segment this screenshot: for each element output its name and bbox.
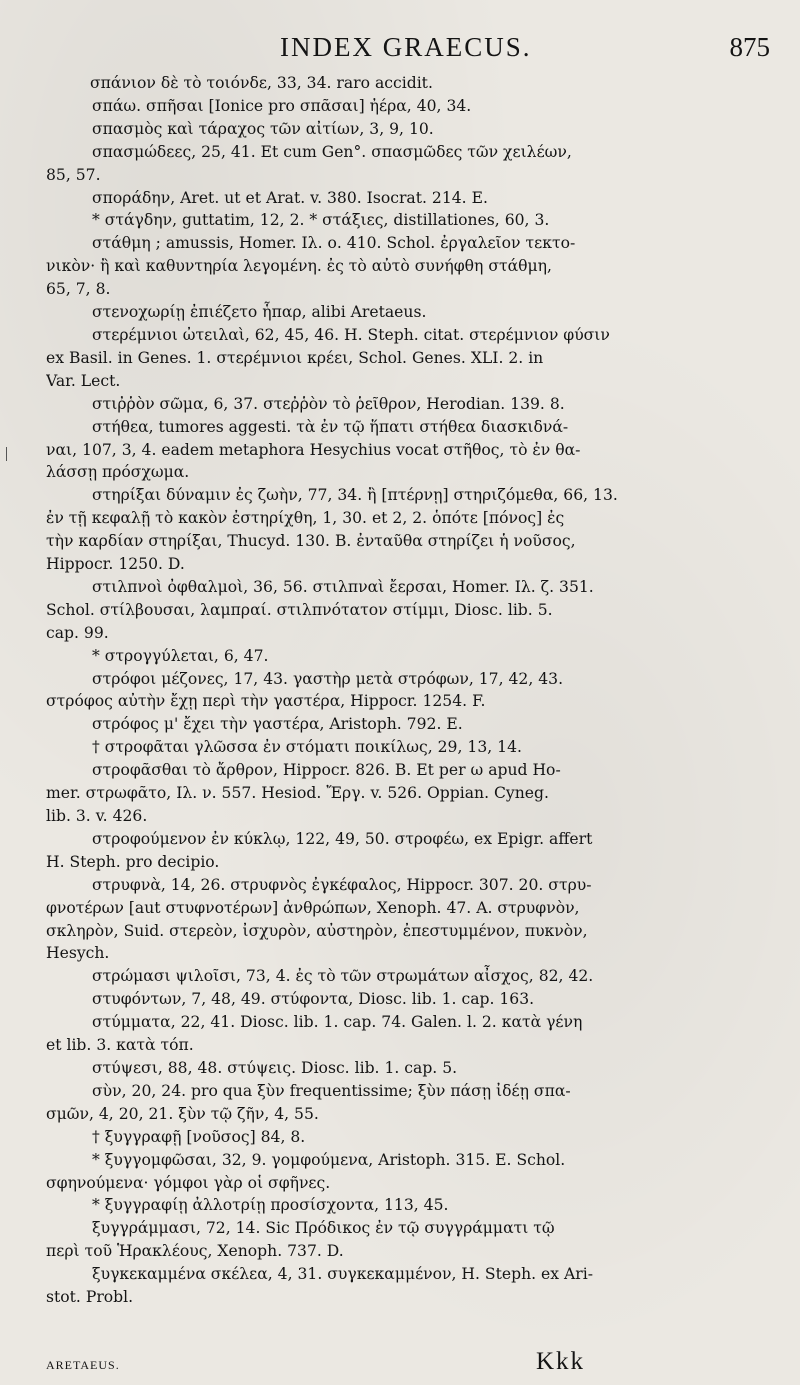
entry-line: στιλπνοὶ ὀφθαλμοὶ, 36, 56. στιλπναὶ ἔερσαι, Homer. Ιλ. ζ. 351. (92, 577, 594, 596)
entry-line: et lib. 3. κατὰ τόπ. (46, 1036, 194, 1055)
entry-line: * ξυγγραφίῃ ἀλλοτρίῃ προσίσχοντα, 113, 45. (92, 1196, 449, 1215)
entry-line: στήθεα, tumores aggesti. τὰ ἐν τῷ ἥπατι στήθεα διασκιδνά- (92, 417, 569, 436)
index-entry (46, 1217, 758, 1263)
entry-line: ναι, 107, 3, 4. eadem metaphora Hesychius vocat στῆθος, τὸ ἐν θα- (46, 440, 581, 459)
index-entry (46, 828, 758, 874)
index-entry (46, 713, 758, 736)
entry-line: στροφᾶσθαι τὸ ἄρθρον, Hippocr. 826. B. Et per ω apud Ho- (92, 761, 561, 780)
entry-line: τὴν καρδίαν στηρίξαι, Thucyd. 130. B. ἐνταῦθα στηρίζει ἡ νοῦσος, (46, 532, 576, 551)
entry-line: σπασμώδεες, 25, 41. Et cum Gen°. σπασμῶδες τῶν χειλέων, (92, 142, 572, 161)
entry-line: στιῤῥὸν σῶμα, 6, 37. στεῤῥὸν τὸ ῥεῖθρον, Herodian. 139. 8. (92, 394, 565, 413)
index-entry (46, 576, 758, 645)
index-entry (46, 1263, 758, 1309)
index-entry (46, 1126, 758, 1149)
entry-line: στυφόντων, 7, 48, 49. στύφοντα, Diosc. lib. 1. cap. 163. (92, 990, 535, 1009)
entry-line: φνοτέρων [aut στυφνοτέρων] ἀνθρώπων, Xenoph. 47. A. στρυφνὸν, (46, 898, 580, 917)
entry-line: 85, 57. (46, 165, 101, 184)
entry-line: στύψεσι, 88, 48. στύψεις. Diosc. lib. 1. cap. 5. (92, 1058, 458, 1077)
index-entry (46, 988, 758, 1011)
index-entry (46, 393, 758, 416)
entry-line: σμῶν, 4, 20, 21. ξὺν τῷ ζῆν, 4, 55. (46, 1104, 319, 1123)
index-entry (46, 324, 758, 393)
index-entry (46, 95, 758, 118)
index-entry (46, 668, 758, 714)
entry-line: περὶ τοῦ Ἡρακλέους, Xenoph. 737. D. (46, 1242, 344, 1261)
entry-line: στρώμασι ψιλοῖσι, 73, 4. ἐς τὸ τῶν στρωμάτων αἶσχος, 82, 42. (92, 967, 594, 986)
index-entry (46, 874, 758, 966)
index-entry (46, 759, 758, 828)
entry-line: Hippocr. 1250. D. (46, 555, 185, 574)
entry-line: στύμματα, 22, 41. Diosc. lib. 1. cap. 74. Galen. l. 2. κατὰ γένη (92, 1013, 583, 1032)
page-footer (46, 1348, 758, 1380)
entry-line: † στροφᾶται γλῶσσα ἐν στόματι ποικίλως, 29, 13, 14. (92, 738, 522, 757)
entry-line: ἐν τῇ κεφαλῇ τὸ κακὸν ἐστηρίχθη, 1, 30. et 2, 2. ὁπότε [πόνος] ἐς (46, 509, 565, 528)
index-entry (46, 232, 758, 301)
running-title: INDEX GRAECUS. (280, 32, 532, 62)
index-entry (46, 645, 758, 668)
entry-line: ξυγγράμμασι, 72, 14. Sic Πρόδικος ἐν τῷ συγγράμματι τῷ (92, 1219, 555, 1238)
index-entry (46, 209, 758, 232)
entry-line: * στρογγύλεται, 6, 47. (92, 646, 269, 665)
entry-line: στρόφος αὐτὴν ἔχῃ περὶ τὴν γαστέρα, Hippocr. 1254. F. (46, 692, 486, 711)
entry-line: στρυφνὰ, 14, 26. στρυφνὸς ἐγκέφαλος, Hippocr. 307. 20. στρυ- (92, 875, 592, 894)
entry-line: στηρίξαι δύναμιν ἐς ζωὴν, 77, 34. ἢ [πτέρνῃ] στηριζόμεθα, 66, 13. (92, 486, 618, 505)
entry-line: lib. 3. v. 426. (46, 807, 148, 825)
entry-line: cap. 99. (46, 623, 109, 642)
index-entry (46, 141, 758, 187)
page-header (40, 28, 770, 68)
entry-line: H. Steph. pro decipio. (46, 852, 220, 871)
entry-line: σὺν, 20, 24. pro qua ξὺν frequentissime; ξὺν πάσῃ ἰδέῃ σπα- (92, 1081, 571, 1100)
entry-line: σφηνούμενα· γόμφοι γὰρ οἱ σφῆνες. (46, 1173, 331, 1192)
entry-line: σπάω. σπῆσαι [Ionice pro σπᾶσαι] ἠέρα, 40, 34. (92, 96, 472, 115)
entry-line: στρόφοι μέζονες, 17, 43. γαστὴρ μετὰ στρόφων, 17, 42, 43. (92, 669, 564, 688)
index-entry (46, 1194, 758, 1217)
entry-line: Var. Lect. (46, 371, 121, 390)
entry-line: στρόφος μ' ἔχει τὴν γαστέρα, Aristoph. 792. E. (92, 715, 463, 734)
signature-letters: Kkk (536, 1348, 586, 1375)
entry-line: στροφούμενον ἐν κύκλῳ, 122, 49, 50. στροφέω, ex Epigr. affert (92, 829, 593, 848)
index-entry (46, 1011, 758, 1057)
index-entry (46, 484, 758, 576)
entry-line: στενοχωρίῃ ἐπιέζετο ἧπαρ, alibi Aretaeus. (92, 303, 427, 322)
entry-line: 65, 7, 8. (46, 280, 111, 299)
signature-mark: ARETAEUS. (46, 1358, 120, 1372)
index-entries (46, 72, 758, 1309)
entry-line: στερέμνιοι ὠτειλαὶ, 62, 45, 46. H. Steph. citat. στερέμνιον φύσιν (92, 325, 610, 344)
entry-line: σποράδην, Aret. ut et Arat. v. 380. Isocrat. 214. E. (92, 188, 488, 207)
entry-line: * ξυγγομφῶσαι, 32, 9. γομφούμενα, Aristoph. 315. E. Schol. (92, 1150, 566, 1169)
index-entry (46, 301, 758, 324)
page-number: 875 (729, 32, 770, 62)
entry-line: † ξυγγραφῇ [νοῦσος] 84, 8. (92, 1127, 306, 1146)
entry-line: σπασμὸς καὶ τάραχος τῶν αἰτίων, 3, 9, 10. (92, 119, 434, 138)
index-entry (46, 72, 758, 95)
entry-line: ξυγκεκαμμένα σκέλεα, 4, 31. συγκεκαμμένον, H. Steph. ex Ari- (92, 1265, 594, 1284)
entry-line: * στάγδην, guttatim, 12, 2. * στάξιες, distillationes, 60, 3. (92, 211, 550, 230)
entry-line: λάσσῃ πρόσχωμα. (46, 463, 190, 482)
index-entry (46, 965, 758, 988)
entry-line: Hesych. (46, 944, 110, 963)
index-entry (46, 1149, 758, 1195)
entry-line: Schol. στίλβουσαι, λαμπραί. στιλπνότατον στίμμι, Diosc. lib. 5. (46, 600, 553, 619)
entry-line: στάθμη ; amussis, Homer. Ιλ. ο. 410. Schol. ἐργαλεῖον τεκτο- (92, 234, 576, 253)
index-entry (46, 736, 758, 759)
entry-line: stot. Probl. (46, 1288, 134, 1307)
index-entry (46, 187, 758, 210)
index-entry (46, 1057, 758, 1080)
index-entry (46, 118, 758, 141)
entry-line: σκληρὸν, Suid. στερεὸν, ἰσχυρὸν, αὐστηρὸν, ἐπεστυμμένον, πυκνὸν, (46, 921, 588, 940)
index-entry (46, 416, 758, 485)
margin-mark (6, 447, 7, 461)
index-entry (46, 1080, 758, 1126)
entry-line: mer. στρωφᾶτο, Ιλ. ν. 557. Hesiod. Ἔργ. v. 526. Oppian. Cyneg. (46, 784, 549, 803)
entry-line: ex Basil. in Genes. 1. στερέμνιοι κρέει, Schol. Genes. XLI. 2. in (46, 348, 544, 367)
entry-line: νικὸν· ἢ καὶ καθυντηρία λεγομένη. ἐς τὸ αὐτὸ συνήφθη στάθμη, (46, 257, 552, 276)
entry-line: σπάνιον δὲ τὸ τοιόνδε, 33, 34. raro accidit. (90, 74, 433, 92)
